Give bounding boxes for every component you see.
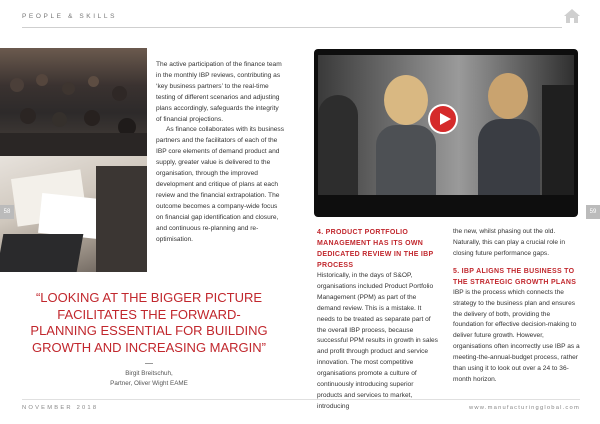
paragraph: As finance collaborates with its business partners and the facilitators of each of the IBP core elements of demand product and supply, greater value is delivered to the organisation, through the improved development and critique of plans at each review and the financial extrapolation. The outcome becomes a company-wide focus on financial gap identification and closure, and continuous re-planning and re-optimisation. [156, 126, 285, 243]
section-5-heading: 5. IBP ALIGNS THE BUSINESS TO THE STRATEGIC GROWTH PLANS [453, 267, 577, 286]
section-4-heading: 4. PRODUCT PORTFOLIO MANAGEMENT HAS ITS OWN DEDICATED REVIEW IN THE IBP PROCESS [317, 229, 434, 269]
footer-rule [22, 399, 580, 400]
section-5-body: IBP is the process which connects the strategy to the business plan and ensures the delivery of both, providing the foundation for effective decision-making to deliver future growth. However, organisations often incorrectly use IBP as a meeting-the-annual-budget process, rather than using it to look out over a 24 to 36-month horizon. [453, 288, 580, 383]
section-4-body: Historically, in the days of S&OP, organisations included Product Portfolio Management (PPM) as part of the demand review. This is a mistake. It needs to be treated as separate part of the overall IBP process, because successful PPM results in growth in sales and profit through product and service innovation. The most competitive organisations promote a culture of continuously introducing superior products and services to market, introducing [317, 272, 438, 410]
conference-photo [0, 48, 147, 272]
section-5-column [453, 227, 581, 386]
quote-author-role: Partner, Oliver Wight EAME [110, 380, 188, 387]
video-player[interactable] [314, 49, 578, 217]
play-button[interactable] [428, 104, 458, 134]
page-number-right: 59 [586, 205, 600, 219]
notes-photo [0, 156, 147, 272]
section-label: PEOPLE & SKILLS [22, 13, 118, 20]
header-rule [22, 27, 562, 28]
paragraph: The active participation of the finance team in the monthly IBP reviews, contributing as ‘key business partners’ to the real-time testing of different scenarios and adjusting plans accordingly, safeguards the integrity of financial projections. [156, 61, 282, 123]
audience-photo [0, 48, 147, 156]
quote-author-name: Birgit Breitschuh, [125, 370, 173, 377]
pull-quote: “LOOKING AT THE BIGGER PICTURE FACILITATES THE FORWARD-PLANNING ESSENTIAL FOR BUILDING GROWTH AND INCREASING MARGIN” [30, 290, 268, 355]
page-number-left: 58 [0, 205, 14, 219]
continued-text: the new, whilst phasing out the old. Naturally, this can play a crucial role in closing future performance gaps. [453, 228, 566, 257]
quote-divider [145, 363, 153, 364]
website-link[interactable]: www.manufacturingglobal.com [468, 405, 580, 411]
issue-date: NOVEMBER 2018 [22, 405, 99, 411]
home-icon[interactable] [564, 9, 580, 23]
section-4-column [317, 227, 439, 413]
left-text-column [156, 60, 284, 245]
play-icon [439, 113, 451, 125]
page-header [0, 0, 600, 34]
